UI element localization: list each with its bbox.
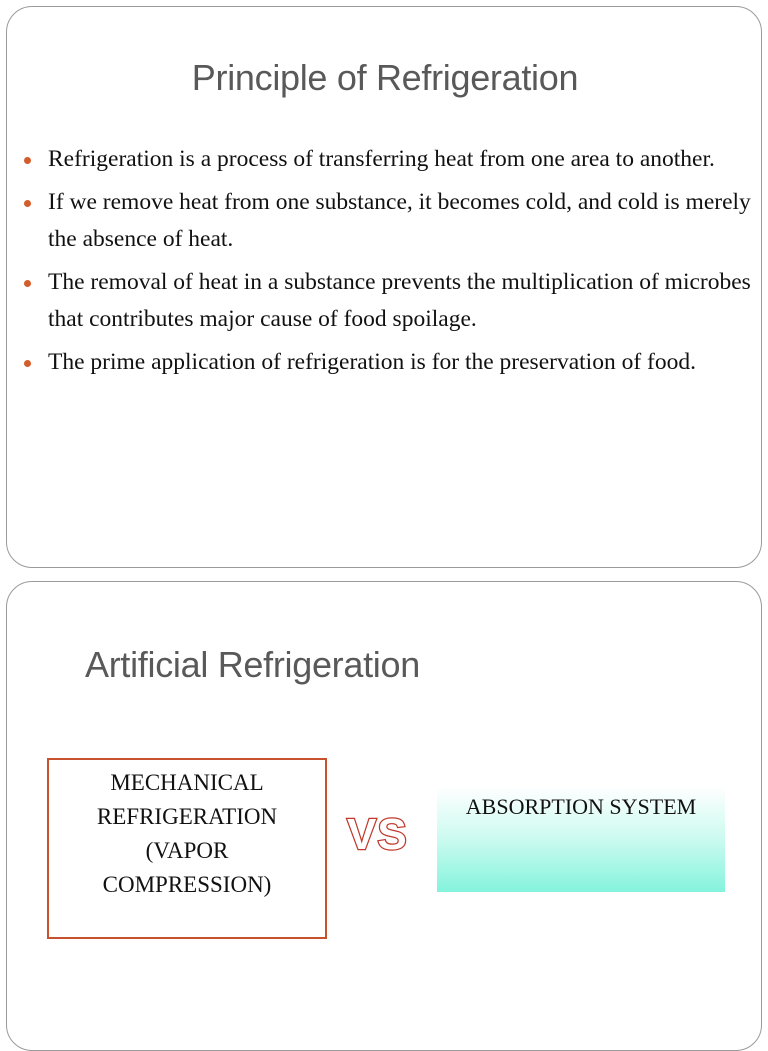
bullet-dot-icon: [24, 360, 31, 367]
bullet-text: If we remove heat from one substance, it becomes cold, and cold is merely the absence of heat.: [48, 189, 751, 252]
slide-title: Artificial Refrigeration: [85, 644, 420, 685]
bullet-list: [19, 141, 761, 387]
bullet-dot-icon: [24, 157, 31, 164]
absorption-system-label: ABSORPTION SYSTEM: [465, 794, 697, 819]
bullet-item: [19, 344, 761, 381]
slide-artificial-refrigeration: [6, 581, 762, 1051]
bullet-text: The removal of heat in a substance prevents the multiplication of microbes that contributes major cause of food spoilage.: [48, 269, 751, 332]
vs-label: VS: [347, 810, 408, 859]
slide-principle-of-refrigeration: [6, 6, 762, 568]
bullet-dot-icon: [24, 280, 31, 287]
slide-title: Principle of Refrigeration: [191, 57, 579, 98]
bullet-item: [19, 264, 761, 338]
bullet-item: [19, 141, 761, 178]
mechanical-refrigeration-box: [47, 758, 327, 939]
bullet-dot-icon: [24, 200, 31, 207]
bullet-item: [19, 184, 761, 258]
mechanical-refrigeration-label: MECHANICAL REFRIGERATION (VAPOR COMPRESSION): [96, 770, 278, 897]
bullet-text: Refrigeration is a process of transferring heat from one area to another.: [48, 146, 715, 172]
absorption-system-box: [437, 786, 725, 892]
bullet-text: The prime application of refrigeration is for the preservation of food.: [48, 349, 696, 375]
